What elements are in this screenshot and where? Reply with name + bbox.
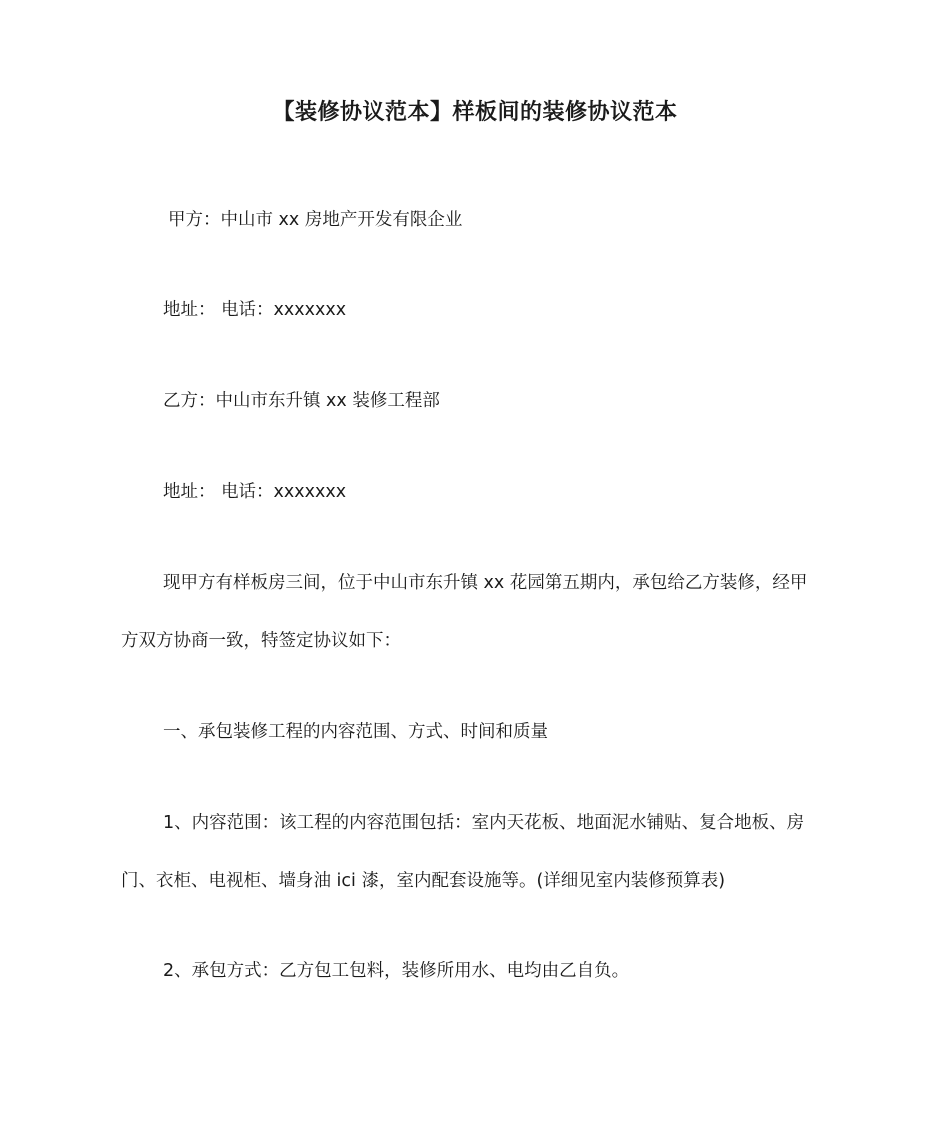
item-2-line: 2、承包方式：乙方包工包料，装修所用水、电均由乙自负。 bbox=[163, 961, 630, 981]
party-b-line: 乙方：中山市东升镇 xx 装修工程部 bbox=[163, 391, 440, 411]
intro-paragraph-line-1: 现甲方有样板房三间，位于中山市东升镇 xx 花园第五期内，承包给乙方装修，经甲 bbox=[163, 573, 808, 593]
section-1-heading: 一、承包装修工程的内容范围、方式、时间和质量 bbox=[163, 722, 548, 742]
party-b-address-line: 地址： 电话：xxxxxxx bbox=[163, 482, 347, 502]
intro-paragraph-line-2: 方双方协商一致，特签定协议如下： bbox=[121, 631, 401, 651]
party-a-address-line: 地址： 电话：xxxxxxx bbox=[163, 300, 347, 320]
document-title: 【装修协议范本】样板间的装修协议范本 bbox=[272, 100, 678, 125]
item-1-line-1: 1、内容范围：该工程的内容范围包括：室内天花板、地面泥水铺贴、复合地板、房 bbox=[163, 813, 805, 833]
party-a-line: 甲方：中山市 xx 房地产开发有限企业 bbox=[168, 210, 463, 230]
item-1-line-2: 门、衣柜、电视柜、墙身油 ici 漆，室内配套设施等。(详细见室内装修预算表) bbox=[121, 871, 726, 891]
